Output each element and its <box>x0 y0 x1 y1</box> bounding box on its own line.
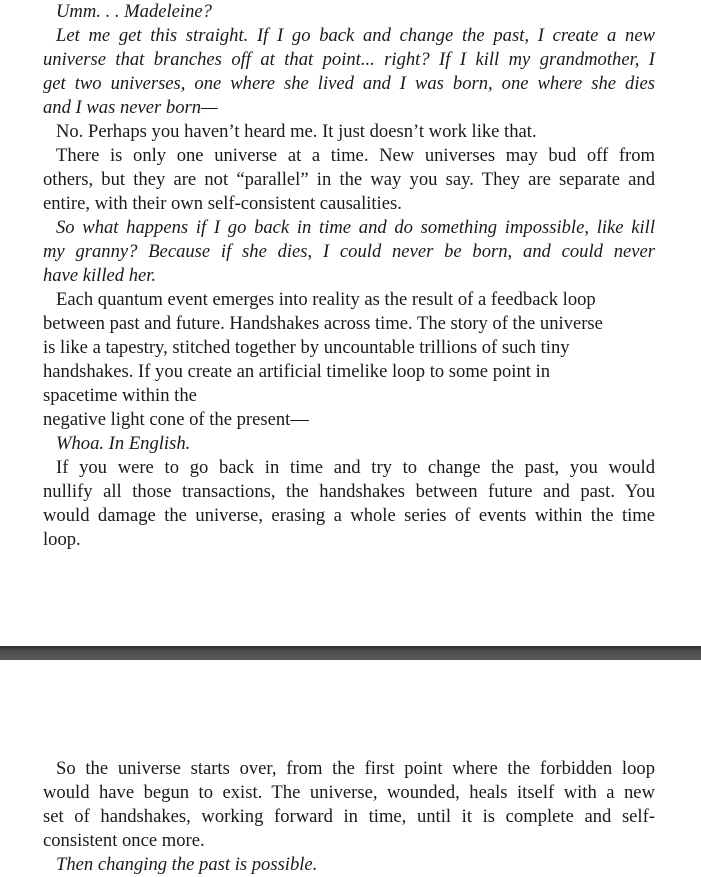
text-line: set of handshakes, working forward in time, until it is complete and self- <box>43 806 655 827</box>
text-line: negative light cone of the present— <box>43 409 309 430</box>
paragraph <box>43 408 655 432</box>
paragraph <box>43 853 655 877</box>
text-line: have killed her. <box>43 265 157 286</box>
paragraph <box>43 144 655 216</box>
text-line: between past and future. Handshakes across time. The story of the universe <box>43 313 603 334</box>
text-line: No. Perhaps you haven’t heard me. It just doesn’t work like that. <box>56 121 537 142</box>
page-text <box>43 0 655 552</box>
text-line: consistent once more. <box>43 830 205 851</box>
text-line: and I was never born— <box>43 97 218 118</box>
paragraph <box>43 288 655 408</box>
document-page-2 <box>0 660 701 877</box>
text-line: would damage the universe, erasing a whole series of events within the time <box>43 505 655 526</box>
paragraph <box>43 0 655 24</box>
text-line: Then changing the past is possible. <box>56 854 318 875</box>
text-line: Each quantum event emerges into reality as the result of a feedback loop <box>56 289 596 310</box>
paragraph <box>43 757 655 853</box>
text-line: Whoa. In English. <box>56 433 191 454</box>
page-text <box>43 757 655 877</box>
text-line: is like a tapestry, stitched together by uncountable trillions of such tiny <box>43 337 570 358</box>
text-line: my granny? Because if she dies, I could never be born, and could never <box>43 241 655 262</box>
paragraph <box>43 120 655 144</box>
text-line: get two universes, one where she lived and I was born, one where she dies <box>43 73 655 94</box>
text-line: loop. <box>43 529 81 550</box>
text-line: There is only one universe at a time. New universes may bud off from <box>56 145 655 166</box>
text-line: nullify all those transactions, the handshakes between future and past. You <box>43 481 655 502</box>
paragraph <box>43 432 655 456</box>
text-line: So what happens if I go back in time and do something impossible, like kill <box>56 217 655 238</box>
text-line: others, but they are not “parallel” in the way you say. They are separate and <box>43 169 655 190</box>
text-line: entire, with their own self-consistent causalities. <box>43 193 402 214</box>
text-line: Umm. . . Madeleine? <box>56 1 212 22</box>
text-line: would have begun to exist. The universe, wounded, heals itself with a new <box>43 782 655 803</box>
paragraph <box>43 216 655 288</box>
text-line: handshakes. If you create an artificial timelike loop to some point in <box>43 361 551 382</box>
paragraph <box>43 24 655 120</box>
text-line: So the universe starts over, from the first point where the forbidden loop <box>56 758 655 779</box>
text-line: If you were to go back in time and try to change the past, you would <box>56 457 655 478</box>
text-line: spacetime within the <box>43 385 197 406</box>
text-line: Let me get this straight. If I go back and change the past, I create a new <box>56 25 655 46</box>
paragraph <box>43 456 655 552</box>
page-separator <box>0 646 701 660</box>
text-line: universe that branches off at that point... right? If I kill my grandmother, I <box>43 49 655 70</box>
